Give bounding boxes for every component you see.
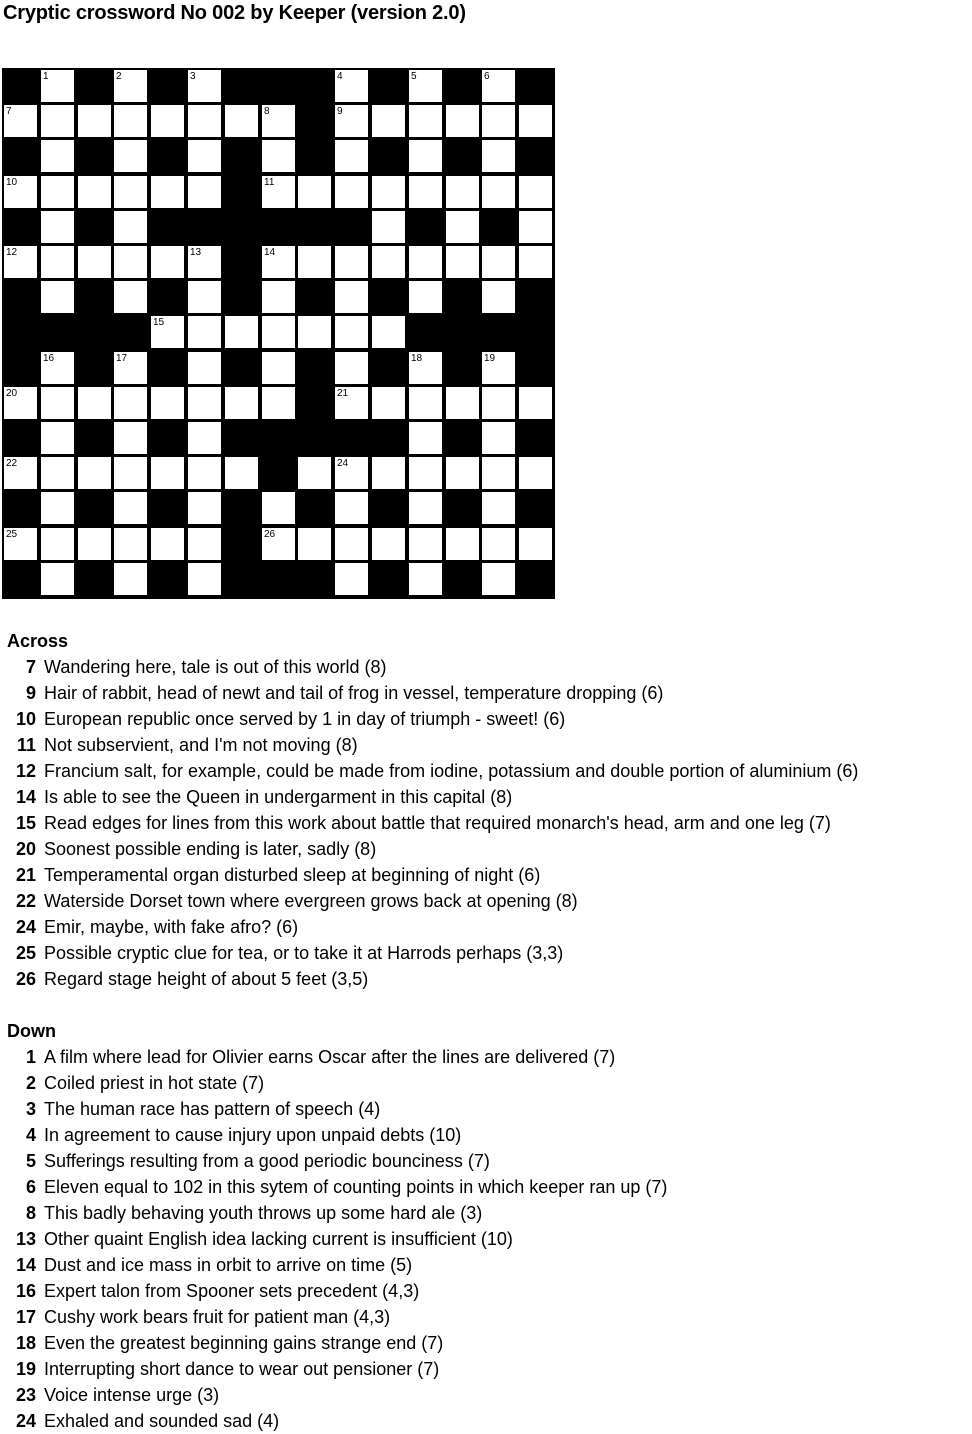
clue-number-label: 17 — [116, 353, 128, 364]
grid-cell[interactable] — [409, 387, 442, 419]
grid-cell[interactable] — [335, 176, 368, 208]
across-clue — [7, 836, 858, 862]
clue-text: Exhaled and sounded sad (4) — [44, 1411, 280, 1431]
grid-cell[interactable] — [114, 176, 147, 208]
clue-number: 9 — [25, 683, 36, 703]
grid-cell[interactable] — [262, 492, 295, 524]
grid-cell[interactable] — [335, 140, 368, 172]
grid-cell[interactable] — [409, 457, 442, 489]
grid-cell[interactable] — [78, 528, 111, 560]
grid-cell[interactable] — [114, 70, 147, 102]
clue-number: 14 — [15, 787, 36, 807]
grid-cell[interactable] — [262, 281, 295, 313]
grid-cell[interactable] — [188, 352, 221, 384]
down-clue — [7, 1148, 667, 1174]
grid-cell[interactable] — [114, 352, 147, 384]
clue-number: 3 — [25, 1099, 36, 1119]
clue-number: 25 — [15, 943, 36, 963]
clue-text: Temperamental organ disturbed sleep at beginning of night (6) — [44, 865, 541, 885]
grid-cell[interactable] — [298, 316, 331, 348]
clue-text: Is able to see the Queen in undergarment in this capital (8) — [44, 787, 513, 807]
grid-cell[interactable] — [4, 246, 37, 278]
clue-text: Sufferings resulting from a good periodic bounciness (7) — [44, 1151, 490, 1171]
clue-number: 24 — [15, 1411, 36, 1431]
grid-cell[interactable] — [446, 387, 479, 419]
grid-cell[interactable] — [372, 528, 405, 560]
grid-cell[interactable] — [519, 176, 552, 208]
down-clue — [7, 1408, 667, 1434]
grid-cell[interactable] — [151, 316, 184, 348]
clue-number: 17 — [15, 1307, 36, 1327]
grid-cell[interactable] — [188, 316, 221, 348]
grid-cell[interactable] — [409, 281, 442, 313]
grid-cell[interactable] — [482, 70, 515, 102]
grid-cell[interactable] — [114, 246, 147, 278]
grid-cell[interactable] — [114, 422, 147, 454]
grid-cell[interactable] — [114, 528, 147, 560]
grid-cell[interactable] — [409, 528, 442, 560]
clue-number-label: 2 — [116, 71, 122, 82]
clue-text: Expert talon from Spooner sets precedent (4,3) — [44, 1281, 420, 1301]
across-heading: Across — [7, 631, 69, 651]
grid-cell[interactable] — [188, 140, 221, 172]
clue-number: 18 — [15, 1333, 36, 1353]
clue-number: 20 — [15, 839, 36, 859]
grid-cell[interactable] — [41, 140, 74, 172]
grid-cell[interactable] — [482, 492, 515, 524]
clue-text: Waterside Dorset town where evergreen grows back at opening (8) — [44, 891, 578, 911]
page-title: Cryptic crossword No 002 by Keeper (version 2.0) — [3, 2, 466, 24]
grid-cell[interactable] — [519, 387, 552, 419]
across-clue — [7, 862, 858, 888]
grid-cell[interactable] — [41, 457, 74, 489]
across-clue — [7, 810, 858, 836]
down-clue — [7, 1096, 667, 1122]
clue-text: Cushy work bears fruit for patient man (4,3) — [44, 1307, 391, 1327]
grid-cell[interactable] — [335, 492, 368, 524]
grid-cell[interactable] — [372, 316, 405, 348]
grid-cell[interactable] — [41, 492, 74, 524]
grid-cell[interactable] — [41, 246, 74, 278]
grid-cell[interactable] — [519, 457, 552, 489]
clue-text: In agreement to cause injury upon unpaid debts (10) — [44, 1125, 462, 1145]
grid-cell[interactable] — [151, 105, 184, 137]
down-clue — [7, 1174, 667, 1200]
down-clues — [7, 1018, 667, 1434]
grid-cell[interactable] — [188, 246, 221, 278]
grid-cell[interactable] — [335, 316, 368, 348]
clue-text: Hair of rabbit, head of newt and tail of frog in vessel, temperature dropping (6) — [44, 683, 664, 703]
clue-text: Other quaint English idea lacking current is insufficient (10) — [44, 1229, 513, 1249]
grid-cell[interactable] — [482, 140, 515, 172]
grid-cell[interactable] — [262, 316, 295, 348]
grid-cell[interactable] — [188, 528, 221, 560]
grid-cell[interactable] — [188, 492, 221, 524]
grid-cell[interactable] — [188, 457, 221, 489]
across-clue — [7, 966, 858, 992]
grid-cell[interactable] — [78, 176, 111, 208]
crossword-grid — [2, 68, 555, 599]
grid-cell[interactable] — [151, 528, 184, 560]
grid-cell[interactable] — [225, 387, 258, 419]
clue-number-label: 12 — [6, 247, 18, 258]
grid-cell[interactable] — [225, 316, 258, 348]
clue-text: Regard stage height of about 5 feet (3,5) — [44, 969, 369, 989]
down-clue — [7, 1070, 667, 1096]
clue-text: Read edges for lines from this work about battle that required monarch's head, arm and one leg (7) — [44, 813, 831, 833]
clue-text: The human race has pattern of speech (4) — [44, 1099, 381, 1119]
clue-number: 6 — [25, 1177, 36, 1197]
grid-cell[interactable] — [41, 563, 74, 595]
clue-number-label: 5 — [411, 71, 417, 82]
grid-cell[interactable] — [151, 176, 184, 208]
grid-cell[interactable] — [78, 387, 111, 419]
clue-number: 15 — [15, 813, 36, 833]
clue-number: 2 — [25, 1073, 36, 1093]
grid-cell[interactable] — [335, 352, 368, 384]
clue-text: Soonest possible ending is later, sadly (8) — [44, 839, 377, 859]
grid-cell[interactable] — [409, 492, 442, 524]
clue-number: 26 — [15, 969, 36, 989]
grid-cell[interactable] — [4, 176, 37, 208]
clue-number-label: 14 — [264, 247, 276, 258]
grid-cell[interactable] — [519, 528, 552, 560]
clue-number: 22 — [15, 891, 36, 911]
grid-cell[interactable] — [372, 176, 405, 208]
grid-cell[interactable] — [335, 105, 368, 137]
clue-number-label: 1 — [43, 71, 49, 82]
clue-text: Even the greatest beginning gains strange end (7) — [44, 1333, 444, 1353]
clue-text: Not subservient, and I'm not moving (8) — [44, 735, 358, 755]
clue-number-label: 7 — [6, 106, 12, 117]
clue-text: Eleven equal to 102 in this sytem of counting points in which keeper ran up (7) — [44, 1177, 668, 1197]
grid-cell[interactable] — [482, 281, 515, 313]
across-clue-list — [7, 654, 858, 992]
grid-cell[interactable] — [409, 352, 442, 384]
grid-cell[interactable] — [446, 246, 479, 278]
clue-number-label: 8 — [264, 106, 270, 117]
clue-text: Dust and ice mass in orbit to arrive on time (5) — [44, 1255, 413, 1275]
clue-text: Coiled priest in hot state (7) — [44, 1073, 265, 1093]
grid-cell[interactable] — [409, 70, 442, 102]
grid-cell[interactable] — [519, 246, 552, 278]
clue-text: Wandering here, tale is out of this world (8) — [44, 657, 387, 677]
grid-cell[interactable] — [151, 246, 184, 278]
grid-cell[interactable] — [41, 70, 74, 102]
grid-cell[interactable] — [482, 352, 515, 384]
across-clues — [7, 628, 858, 992]
grid-cell[interactable] — [446, 457, 479, 489]
grid-cell[interactable] — [335, 528, 368, 560]
grid-cell[interactable] — [482, 176, 515, 208]
clue-text: Francium salt, for example, could be made from iodine, potassium and double portion of aluminium (6) — [44, 761, 859, 781]
clue-number-label: 13 — [190, 247, 202, 258]
grid-cell[interactable] — [372, 105, 405, 137]
grid-cell[interactable] — [78, 457, 111, 489]
grid-cell[interactable] — [446, 105, 479, 137]
clue-number-label: 24 — [337, 458, 349, 469]
grid-cell[interactable] — [409, 422, 442, 454]
clue-number-label: 22 — [6, 458, 18, 469]
clue-number-label: 20 — [6, 388, 18, 399]
grid-cell[interactable] — [409, 563, 442, 595]
down-clue — [7, 1278, 667, 1304]
grid-cell[interactable] — [482, 457, 515, 489]
across-clue — [7, 706, 858, 732]
grid-cell[interactable] — [4, 457, 37, 489]
clue-number: 14 — [15, 1255, 36, 1275]
clue-number-label: 3 — [190, 71, 196, 82]
clue-number: 5 — [25, 1151, 36, 1171]
grid-cell[interactable] — [409, 105, 442, 137]
clue-text: This badly behaving youth throws up some hard ale (3) — [44, 1203, 483, 1223]
grid-cell[interactable] — [409, 246, 442, 278]
clue-number-label: 26 — [264, 529, 276, 540]
grid-cell[interactable] — [41, 176, 74, 208]
grid-cell[interactable] — [78, 105, 111, 137]
across-clue — [7, 888, 858, 914]
grid-cell[interactable] — [262, 352, 295, 384]
grid-cell[interactable] — [335, 246, 368, 278]
grid-cell[interactable] — [41, 352, 74, 384]
grid-cell[interactable] — [114, 211, 147, 243]
grid-cell[interactable] — [114, 492, 147, 524]
clue-text: Emir, maybe, with fake afro? (6) — [44, 917, 299, 937]
grid-cell[interactable] — [335, 457, 368, 489]
clue-number-label: 11 — [264, 177, 275, 188]
grid-cell[interactable] — [482, 528, 515, 560]
clue-number-label: 18 — [411, 353, 423, 364]
down-clue — [7, 1226, 667, 1252]
clue-text: Voice intense urge (3) — [44, 1385, 220, 1405]
down-clue — [7, 1044, 667, 1070]
grid-cell[interactable] — [446, 211, 479, 243]
clue-number-label: 10 — [6, 177, 18, 188]
clue-text: A film where lead for Olivier earns Oscar after the lines are delivered (7) — [44, 1047, 616, 1067]
clue-number-label: 15 — [153, 317, 165, 328]
grid-cell[interactable] — [372, 387, 405, 419]
down-clue — [7, 1356, 667, 1382]
grid-cell[interactable] — [262, 105, 295, 137]
grid-cell[interactable] — [41, 528, 74, 560]
grid-cell[interactable] — [298, 457, 331, 489]
clue-number: 12 — [15, 761, 36, 781]
clue-number-label: 21 — [337, 388, 349, 399]
grid-cell[interactable] — [4, 387, 37, 419]
grid-cell[interactable] — [114, 281, 147, 313]
grid-cell[interactable] — [335, 281, 368, 313]
down-clue — [7, 1252, 667, 1278]
grid-cell[interactable] — [4, 105, 37, 137]
grid-cell[interactable] — [188, 422, 221, 454]
grid-cell[interactable] — [482, 105, 515, 137]
grid-cell[interactable] — [482, 422, 515, 454]
clue-number: 23 — [15, 1385, 36, 1405]
down-clue — [7, 1330, 667, 1356]
grid-cell[interactable] — [78, 246, 111, 278]
across-clue — [7, 654, 858, 680]
grid-cell[interactable] — [41, 281, 74, 313]
down-heading: Down — [7, 1021, 56, 1041]
across-clue — [7, 784, 858, 810]
grid-cell[interactable] — [41, 105, 74, 137]
grid-cell[interactable] — [262, 176, 295, 208]
across-clue — [7, 758, 858, 784]
clue-number-label: 25 — [6, 529, 18, 540]
grid-cell[interactable] — [114, 563, 147, 595]
grid-cell[interactable] — [114, 140, 147, 172]
grid-cell[interactable] — [446, 528, 479, 560]
clue-number: 8 — [25, 1203, 36, 1223]
clue-number-label: 19 — [484, 353, 496, 364]
grid-cell[interactable] — [262, 387, 295, 419]
clue-text: Possible cryptic clue for tea, or to take it at Harrods perhaps (3,3) — [44, 943, 564, 963]
grid-cell[interactable] — [298, 528, 331, 560]
grid-cell[interactable] — [114, 105, 147, 137]
grid-cell[interactable] — [519, 211, 552, 243]
grid-cell[interactable] — [188, 105, 221, 137]
clue-number: 11 — [16, 735, 36, 755]
grid-cell[interactable] — [225, 457, 258, 489]
clue-text: European republic once served by 1 in day of triumph - sweet! (6) — [44, 709, 566, 729]
grid-cell[interactable] — [482, 246, 515, 278]
grid-cell[interactable] — [188, 563, 221, 595]
down-clue — [7, 1304, 667, 1330]
clue-number: 24 — [15, 917, 36, 937]
grid-cell[interactable] — [188, 70, 221, 102]
across-clue — [7, 680, 858, 706]
grid-cell[interactable] — [151, 387, 184, 419]
grid-cell[interactable] — [335, 70, 368, 102]
grid-cell[interactable] — [409, 140, 442, 172]
clue-number: 10 — [15, 709, 36, 729]
down-clue — [7, 1382, 667, 1408]
down-clue-list — [7, 1044, 667, 1434]
clue-number-label: 9 — [337, 106, 343, 117]
grid-cell[interactable] — [409, 176, 442, 208]
grid-cell[interactable] — [41, 211, 74, 243]
grid-cell[interactable] — [262, 140, 295, 172]
clue-number: 1 — [25, 1047, 36, 1067]
grid-cell[interactable] — [188, 281, 221, 313]
clue-number: 19 — [15, 1359, 36, 1379]
grid-cell[interactable] — [262, 246, 295, 278]
grid-cell[interactable] — [482, 563, 515, 595]
clue-number-label: 16 — [43, 353, 55, 364]
grid-cell[interactable] — [262, 528, 295, 560]
across-clue — [7, 732, 858, 758]
grid-cell[interactable] — [188, 176, 221, 208]
grid-cell[interactable] — [298, 246, 331, 278]
grid-cell[interactable] — [298, 176, 331, 208]
grid-cell[interactable] — [482, 387, 515, 419]
grid-cell[interactable] — [41, 387, 74, 419]
clue-number: 13 — [15, 1229, 36, 1249]
clue-number: 21 — [15, 865, 36, 885]
grid-cell[interactable] — [372, 211, 405, 243]
clue-number: 7 — [25, 657, 36, 677]
grid-cell[interactable] — [188, 387, 221, 419]
grid-cell[interactable] — [225, 105, 258, 137]
grid-cell[interactable] — [372, 457, 405, 489]
grid-cell[interactable] — [4, 528, 37, 560]
down-clue — [7, 1200, 667, 1226]
grid-cell[interactable] — [114, 457, 147, 489]
clue-number: 4 — [25, 1125, 36, 1145]
grid-cell[interactable] — [335, 563, 368, 595]
grid-cell[interactable] — [335, 387, 368, 419]
clue-number-label: 6 — [484, 71, 490, 82]
clue-number-label: 4 — [337, 71, 343, 82]
clue-number: 16 — [15, 1281, 36, 1301]
grid-cell[interactable] — [446, 176, 479, 208]
grid-cell[interactable] — [114, 387, 147, 419]
grid-cell[interactable] — [151, 457, 184, 489]
clue-text: Interrupting short dance to wear out pensioner (7) — [44, 1359, 440, 1379]
grid-cell[interactable] — [41, 422, 74, 454]
across-clue — [7, 914, 858, 940]
down-clue — [7, 1122, 667, 1148]
grid-cell[interactable] — [372, 246, 405, 278]
across-clue — [7, 940, 858, 966]
grid-cell[interactable] — [519, 105, 552, 137]
